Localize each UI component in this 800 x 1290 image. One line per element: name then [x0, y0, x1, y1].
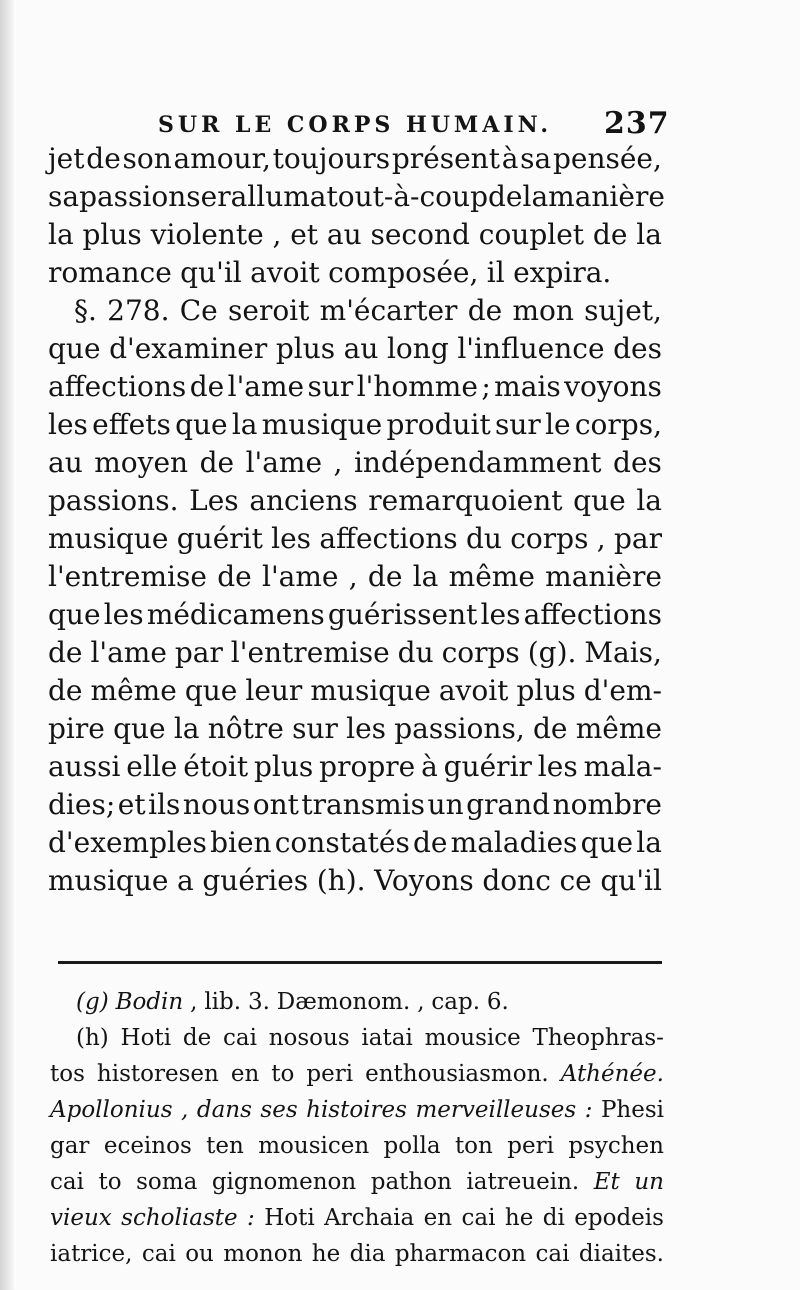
word: elle — [126, 750, 178, 783]
word: de — [592, 218, 628, 251]
word: à — [421, 750, 438, 783]
footnote-word: Et — [593, 1169, 620, 1195]
footnote-line — [50, 1236, 664, 1272]
word: Mais, — [584, 636, 662, 669]
page-edge-shadow — [0, 0, 14, 1290]
word: sur — [495, 408, 541, 441]
text-line — [48, 558, 662, 596]
word: même — [575, 712, 662, 745]
footnote-word: tos — [50, 1061, 85, 1087]
word: effets — [92, 408, 171, 441]
footnote-word: ten — [206, 1133, 244, 1159]
word: violente — [150, 218, 264, 251]
text-line — [48, 444, 662, 482]
footnote-line — [50, 1200, 664, 1236]
footnote-rule — [58, 961, 662, 964]
word: se — [186, 180, 218, 213]
text-line — [48, 748, 662, 786]
word: son — [122, 142, 172, 175]
word: musique — [48, 864, 169, 897]
word: mais — [494, 370, 561, 403]
footnote-word: Phesi — [600, 1097, 664, 1123]
word: de — [467, 294, 503, 327]
text-line — [48, 368, 662, 406]
footnote-word: diaites. — [578, 1241, 664, 1267]
word: guérit — [176, 522, 263, 555]
word: sa — [48, 180, 80, 213]
word: d'em- — [583, 674, 662, 707]
word: ralluma — [217, 180, 327, 213]
footnote-word: Hoti — [120, 1025, 172, 1051]
word: l'entremise — [48, 560, 207, 593]
word: a — [177, 864, 194, 897]
word: produit — [386, 408, 491, 441]
footnote-line — [50, 984, 664, 1020]
word: corps — [510, 522, 589, 555]
footnote-word: : — [584, 1097, 593, 1123]
page-number: 237 — [604, 106, 670, 141]
footnote-word: : — [247, 1205, 255, 1231]
footnotes — [50, 984, 664, 1272]
word: les — [537, 750, 578, 783]
footnote-word: peri — [306, 1061, 354, 1087]
footnote-word: dia — [349, 1241, 386, 1267]
word: des — [613, 446, 662, 479]
word: toujours — [272, 142, 391, 175]
word: Les — [189, 484, 239, 517]
text-line — [48, 596, 662, 634]
word: de — [189, 370, 225, 403]
word: romance — [48, 256, 172, 289]
footnote-word: en — [230, 1061, 260, 1087]
word: l'homme — [356, 370, 478, 403]
word: plus — [82, 218, 142, 251]
footnote-word: epodeis — [574, 1205, 664, 1231]
text-line — [48, 824, 662, 862]
word: plus — [516, 674, 576, 707]
word: de — [86, 142, 121, 175]
footnote-word: (h) — [76, 1025, 109, 1051]
word: la — [636, 484, 662, 517]
footnote-word: eceinos — [103, 1133, 192, 1159]
footnote-line — [50, 1020, 664, 1056]
footnote-word: he — [311, 1241, 341, 1267]
word: présent — [391, 142, 500, 175]
word: nôtre — [207, 712, 284, 745]
footnote-word: polla — [383, 1133, 441, 1159]
footnote-word: Theophras- — [532, 1025, 664, 1051]
footnote-word: to — [271, 1061, 295, 1087]
word: corps, — [574, 408, 662, 441]
word: passions, — [394, 712, 525, 745]
word: sur — [307, 370, 354, 403]
word: leur — [245, 674, 303, 707]
word: Voyons — [374, 864, 474, 897]
word: et — [117, 788, 146, 821]
word: corps — [441, 636, 520, 669]
word: mon — [512, 294, 574, 327]
word: manière — [548, 180, 665, 213]
footnote-word: cai — [141, 1241, 176, 1267]
word: les — [480, 598, 521, 631]
word: que — [48, 332, 101, 365]
footnote-word: historesen — [96, 1061, 219, 1087]
word: que — [175, 408, 228, 441]
word: sujet, — [584, 294, 662, 327]
footnote-word: pharmacon — [394, 1241, 527, 1267]
word: qu'il — [600, 864, 662, 897]
footnote-word: nosous — [268, 1025, 350, 1051]
footnote-word: mousicen — [258, 1133, 370, 1159]
word: d'exemples — [48, 826, 207, 859]
word: ce — [559, 864, 592, 897]
word: sa — [520, 142, 552, 175]
footnote-word: gar — [50, 1133, 90, 1159]
text-line — [48, 178, 665, 216]
footnote-line — [50, 1164, 664, 1200]
word: seroit — [228, 294, 310, 327]
word: au — [48, 446, 83, 479]
word: l'entremise — [230, 636, 390, 669]
word: la — [48, 218, 74, 251]
word: remarquoient — [368, 484, 563, 517]
footnote-word: Dæmonom. — [276, 989, 411, 1015]
word: affections — [523, 598, 662, 631]
word: propre — [319, 750, 416, 783]
word: expira. — [513, 256, 612, 289]
word: de — [488, 180, 523, 213]
word: au — [326, 218, 362, 251]
footnote-word: ou — [185, 1241, 214, 1267]
word: musique — [310, 674, 431, 707]
text-line — [48, 862, 662, 900]
word: de — [217, 560, 252, 593]
word: de — [532, 712, 568, 745]
word: que — [580, 826, 634, 859]
word: avoit — [438, 674, 509, 707]
footnote-word: scholiaste — [121, 1205, 238, 1231]
word: que — [113, 712, 166, 745]
text-line — [48, 520, 662, 558]
word: indépendamment — [353, 446, 602, 479]
word: musique — [48, 522, 169, 555]
word: nous — [182, 788, 251, 821]
word: nombre — [552, 788, 662, 821]
word: les — [346, 712, 387, 745]
word: grand — [466, 788, 551, 821]
text-line — [48, 140, 662, 178]
word: passion — [79, 180, 187, 213]
word: et — [290, 218, 319, 251]
word: de — [367, 560, 403, 593]
word: tout-à-coup — [326, 180, 488, 213]
word: il — [486, 256, 505, 289]
word: voyons — [564, 370, 662, 403]
word: ; — [481, 370, 491, 403]
word: même — [448, 560, 535, 593]
word: transmis — [301, 788, 426, 821]
footnote-word: iatai — [361, 1025, 413, 1051]
word: de — [199, 446, 235, 479]
footnote-word: soma — [136, 1169, 198, 1195]
word: 278. — [107, 294, 170, 327]
footnote-word: iatreuein. — [466, 1169, 580, 1195]
footnote-word: vieux — [50, 1205, 112, 1231]
word: Ce — [179, 294, 218, 327]
footnote-word: cai — [50, 1169, 84, 1195]
footnote-word: he — [504, 1205, 534, 1231]
word: de — [48, 636, 83, 669]
footnote-word: un — [634, 1169, 664, 1195]
word: m'écarter — [319, 294, 458, 327]
word: la — [173, 712, 200, 745]
footnote-word: gignomenon — [211, 1169, 357, 1195]
word: , — [348, 560, 358, 593]
footnote-word: Hoti — [264, 1205, 315, 1231]
word: long — [386, 332, 449, 365]
word: (h). — [316, 864, 366, 897]
word: musique — [261, 408, 383, 441]
text-line — [48, 672, 662, 710]
word: constatés — [274, 826, 410, 859]
footnote-word: de — [182, 1025, 212, 1051]
word: l'ame — [261, 560, 339, 593]
word: les — [48, 408, 88, 441]
word: §. — [74, 294, 97, 327]
footnote-word: mousice — [424, 1025, 521, 1051]
word: l'ame — [245, 446, 323, 479]
word: que — [48, 598, 101, 631]
text-line — [48, 292, 662, 330]
footnote-word: di — [542, 1205, 565, 1231]
footnote-word: 3. — [247, 989, 270, 1015]
word: pensée, — [552, 142, 662, 175]
text-line — [48, 254, 662, 292]
word: plus — [275, 332, 336, 365]
word: étoit — [183, 750, 249, 783]
footnote-word: en — [423, 1205, 453, 1231]
body-text — [48, 140, 665, 900]
word: ils — [148, 788, 181, 821]
word: de — [48, 674, 83, 707]
footnote-word: psychen — [568, 1133, 664, 1159]
word: que — [573, 484, 626, 517]
word: second — [370, 218, 470, 251]
word: les — [103, 598, 144, 631]
word: donc — [482, 864, 551, 897]
word: guérir — [443, 750, 532, 783]
word: au — [343, 332, 379, 365]
footnote-word: (g) — [76, 989, 109, 1015]
footnote-word: cai — [222, 1025, 257, 1051]
word: sur — [292, 712, 338, 745]
word: avoit — [250, 256, 320, 289]
word: amour, — [173, 142, 271, 175]
footnote-word: to — [98, 1169, 122, 1195]
word: d'examiner — [109, 332, 268, 365]
footnote-line — [50, 1056, 664, 1092]
word: mala- — [583, 750, 662, 783]
word: un — [427, 788, 464, 821]
footnote-word: monon — [223, 1241, 303, 1267]
word: passions. — [48, 484, 179, 517]
word: du — [397, 636, 434, 669]
word: médicamens — [146, 598, 325, 631]
footnote-word: 6. — [486, 989, 509, 1015]
word: l'ame — [227, 370, 305, 403]
running-head: SUR LE CORPS HUMAIN. — [158, 112, 553, 138]
footnote-word: iatrice, — [50, 1241, 133, 1267]
word: maladies — [450, 826, 578, 859]
word: à — [501, 142, 519, 175]
footnote-line — [50, 1128, 664, 1164]
word: (g). — [527, 636, 577, 669]
footnote-word: cai — [535, 1241, 570, 1267]
word: ont — [252, 788, 299, 821]
word: composée, — [328, 256, 479, 289]
word: la — [636, 826, 662, 859]
word: qu'il — [180, 256, 242, 289]
word: guérissent — [327, 598, 478, 631]
footnote-word: Archaia — [324, 1205, 415, 1231]
word: par — [613, 522, 662, 555]
word: de — [413, 826, 448, 859]
word: l'influence — [457, 332, 605, 365]
footnote-word: ses — [260, 1097, 298, 1123]
footnote-word: , — [417, 989, 425, 1015]
word: la — [412, 560, 439, 593]
footnote-word: cai — [461, 1205, 496, 1231]
footnote-line — [50, 1092, 664, 1128]
word: la — [522, 180, 549, 213]
footnote-word: dans — [196, 1097, 252, 1123]
word: par — [174, 636, 223, 669]
word: , — [596, 522, 606, 555]
footnote-word: pathon — [370, 1169, 452, 1195]
footnote-word: enthousiasmon. — [365, 1061, 549, 1087]
footnote-word: cap. — [431, 989, 481, 1015]
word: bien — [210, 826, 272, 859]
word: jet — [48, 142, 85, 175]
word: couplet — [478, 218, 585, 251]
footnote-word: ton — [454, 1133, 493, 1159]
word: , — [333, 446, 343, 479]
word: affections — [319, 522, 458, 555]
footnote-word: Athénée. — [560, 1061, 664, 1087]
word: affections — [48, 370, 187, 403]
word: les — [271, 522, 312, 555]
word: anciens — [249, 484, 358, 517]
word: pire — [48, 712, 105, 745]
word: du — [465, 522, 502, 555]
word: dies; — [48, 788, 116, 821]
text-line — [48, 710, 662, 748]
word: moyen — [94, 446, 189, 479]
text-line — [48, 786, 662, 824]
word: même — [90, 674, 177, 707]
word: l'ame — [90, 636, 167, 669]
footnote-word: peri — [507, 1133, 554, 1159]
word: la — [636, 218, 662, 251]
word: aussi — [48, 750, 121, 783]
word: manière — [545, 560, 662, 593]
footnote-word: histoires — [306, 1097, 407, 1123]
word: que — [184, 674, 238, 707]
text-line — [48, 330, 662, 368]
word: la — [231, 408, 258, 441]
word: , — [272, 218, 282, 251]
footnote-word: , — [181, 1097, 189, 1123]
footnote-word: Apollonius — [50, 1097, 173, 1123]
word: des — [613, 332, 662, 365]
footnote-word: merveilleuses — [415, 1097, 577, 1123]
word: guéries — [202, 864, 309, 897]
footnote-word: , — [190, 989, 198, 1015]
text-line — [48, 634, 662, 672]
text-line — [48, 482, 662, 520]
word: le — [545, 408, 571, 441]
word: plus — [254, 750, 314, 783]
footnote-word: lib. — [204, 989, 242, 1015]
text-line — [48, 216, 662, 254]
footnote-word: Bodin — [115, 989, 184, 1015]
text-line — [48, 406, 662, 444]
